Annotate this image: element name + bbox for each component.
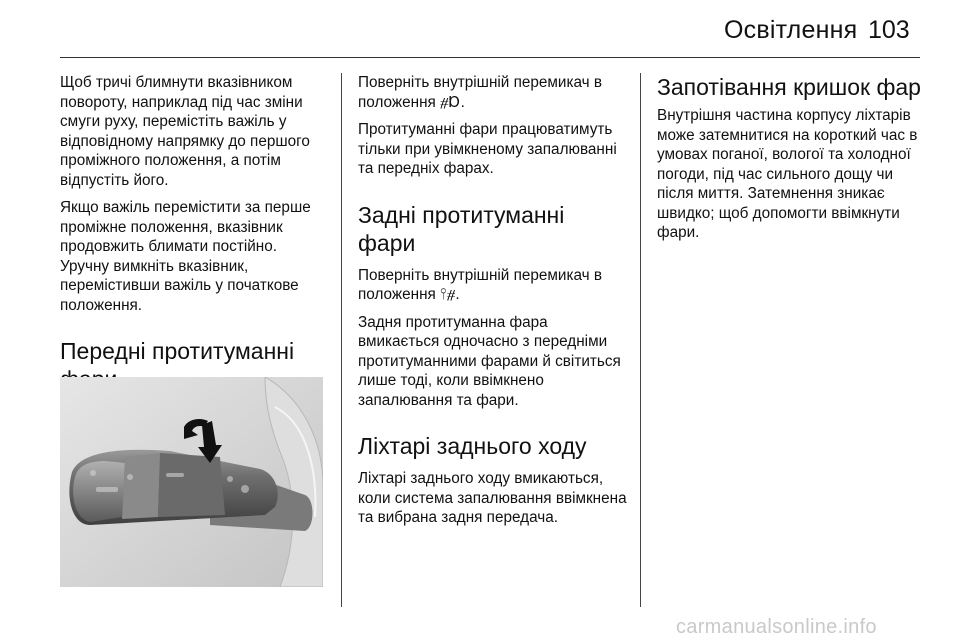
col1-paragraph-1: Щоб тричі блимнути вказівником повороту, наприклад під час зміни смуги руху, перемістіть важіль у відповідному напрямку до першого проміжного положення, а потім відпустіть його. [60,74,310,189]
section-heading-headlight-condensation: Запотівання кришок фар [657,74,921,100]
col2-paragraph-3: Поверніть внутрішній перемикач в положення ⫯⧣. [358,266,603,303]
col3-paragraph-1: Внутрішня частина корпусу ліхтарів може затемнитися на короткий час в умовах поганої, вологої та холодної погоди, під час сильного дощу чи після миття. Затемнення зникає швидко; щоб допомогти ввімкнути фари. [657,107,918,241]
figure-light-switch-lever [60,377,323,587]
col2-paragraph-5: Ліхтарі заднього ходу вмикаються, коли система запалювання ввімкнена та вибрана задня передача. [358,470,627,526]
column-2 [358,73,628,536]
column-1 [60,73,328,402]
col1-paragraph-2: Якщо важіль перемістити за перше проміжне положення, вказівник продовжить блимати постійно. Уручну вимкніть вказівник, перемістивши важіль у початкове положення. [60,199,311,314]
section-heading-front-fog: Передні протитуманні [60,338,295,364]
light-switch-lever-illustration [60,377,323,587]
column-divider-2 [640,73,641,607]
section-heading-reversing-lights: Ліхтарі заднього ходу [358,433,587,459]
header-rule [60,57,920,58]
page-header-title: Освітлення [724,16,858,44]
watermark: carmanualsonline.info [676,616,877,638]
col2-paragraph-2: Протитуманні фари працюватимуть тільки при увімкненому запалюванні та передніх фарах. [358,121,617,177]
column-3 [657,73,927,251]
section-heading-rear-fog: Задні протитуманні фари [358,201,565,256]
column-divider-1 [341,73,342,607]
page-number: 103 [868,16,910,44]
col2-paragraph-4: Задня протитуманна фара вмикається одночасно з передніми протитуманними фарами й світиться лише тоді, коли ввімкнено запалювання та фари. [358,313,621,409]
col2-paragraph-1: Поверніть внутрішній перемикач в положення ⧣Ɒ. [358,74,603,111]
